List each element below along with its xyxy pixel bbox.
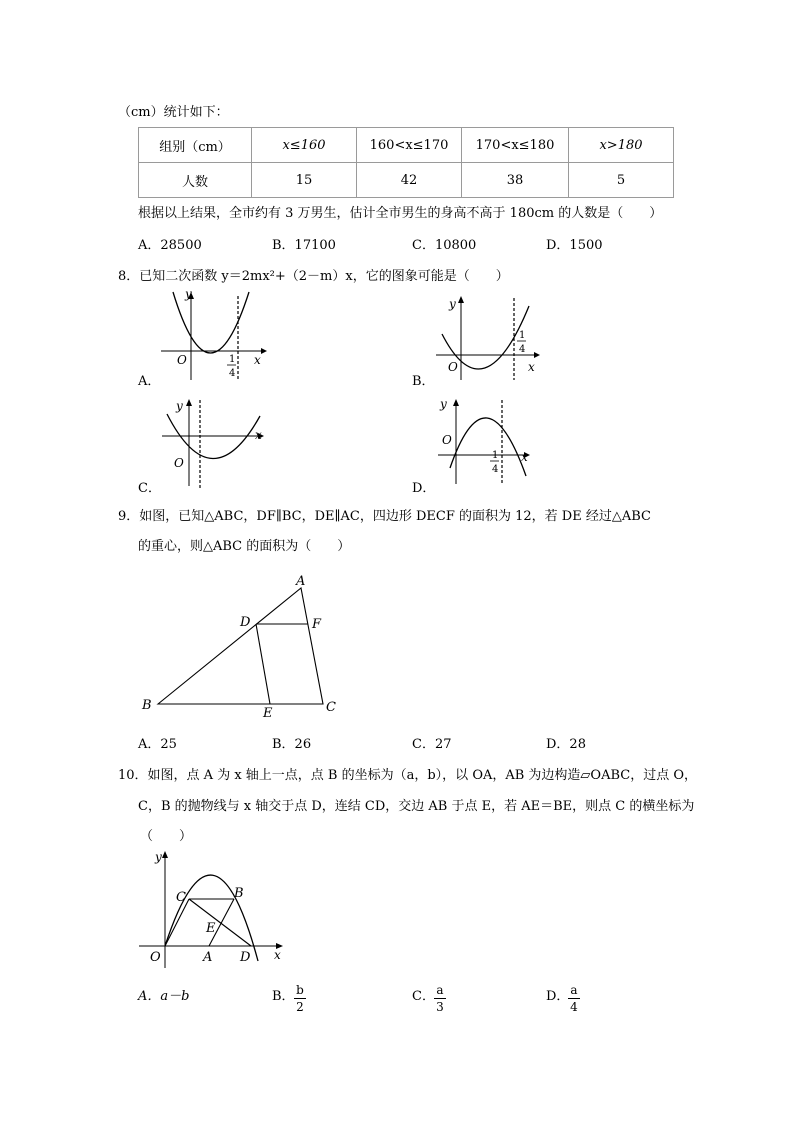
fraction-denominator: 4 (570, 1000, 578, 1014)
table-row-label: 人数 (139, 163, 252, 198)
origin-label: O (442, 433, 452, 447)
q9-triangle-figure (136, 570, 356, 720)
q10-option-c-fraction (434, 983, 446, 1014)
q10-stem-line3: （ ） (140, 829, 193, 844)
y-axis-label: y (176, 399, 183, 413)
frac-den: 4 (492, 464, 499, 475)
q10-option-d-fraction (568, 983, 580, 1014)
x-axis-label: x (521, 450, 528, 464)
y-axis-label: y (185, 287, 192, 301)
point-c-label: C (326, 700, 336, 715)
frac-num: 1 (229, 354, 236, 365)
q9-option-d: D．28 (546, 737, 586, 752)
fraction-numerator: a (570, 983, 578, 997)
fraction-numerator: b (296, 983, 304, 997)
point-c-label: C (176, 890, 186, 905)
point-b-label: B (142, 698, 152, 713)
table-header-group: 组别（cm） (139, 128, 252, 163)
height-stats-table (138, 127, 674, 198)
q7-option-c: C．10800 (412, 238, 477, 253)
x-axis-label: x (255, 428, 262, 442)
q8-option-c: C． (138, 481, 161, 496)
table-cell: 15 (252, 163, 357, 198)
q9-option-c: C．27 (412, 737, 452, 752)
q8-stem: 8．已知二次函数 y＝2mx²+（2－m）x，它的图象可能是（ ） (118, 269, 509, 284)
q10-option-c-label: C． (412, 989, 435, 1004)
q9-option-b: B．26 (272, 737, 312, 752)
q8-graph-c (158, 396, 273, 491)
q7-option-b: B．17100 (272, 238, 336, 253)
fraction-denominator: 3 (436, 1000, 444, 1014)
q9-option-a: A．25 (138, 737, 177, 752)
q8-graph-b (434, 294, 554, 384)
q9-stem-line2: 的重心，则△ABC 的面积为（ ） (138, 539, 351, 554)
table-cell: 5 (569, 163, 674, 198)
point-o-label: O (150, 950, 161, 965)
fraction-denominator: 2 (296, 1000, 304, 1014)
q7-option-d: D．1500 (546, 238, 603, 253)
x-axis-label: x (528, 360, 535, 374)
x-axis-label: x (274, 948, 281, 962)
point-e-label: E (263, 706, 273, 721)
point-e-label: E (206, 921, 216, 936)
q7-question: 根据以上结果，全市约有 3 万男生，估计全市男生的身高不高于 180cm 的人数是（ ） (138, 206, 663, 221)
x-axis-label: x (254, 353, 261, 367)
fraction-numerator: a (436, 983, 444, 997)
y-axis-label: y (155, 850, 162, 864)
frac-num: 1 (519, 330, 526, 341)
point-a-label: A (203, 950, 213, 965)
origin-label: O (177, 353, 187, 367)
frac-den: 4 (229, 368, 236, 379)
q10-stem-line1: 10．如图，点 A 为 x 轴上一点，点 B 的坐标为（a，b），以 OA，AB 为边构造▱OABC，过点 O， (118, 768, 698, 783)
table-cell: 38 (462, 163, 569, 198)
table-header: x≤160 (252, 128, 357, 163)
q9-stem-line1: 9．如图，已知△ABC，DF∥BC，DE∥AC，四边形 DECF 的面积为 12，若 DE 经过△ABC (118, 509, 651, 524)
point-d-label: D (240, 950, 251, 965)
q10-stem-line2: C，B 的抛物线与 x 轴交于点 D，连结 CD，交边 AB 于点 E，若 AE＝BE，则点 C 的横坐标为 (138, 799, 695, 814)
q8-graph-a (156, 287, 276, 385)
origin-label: O (448, 360, 458, 374)
q10-option-b-label: B． (272, 989, 295, 1004)
table-header: x>180 (569, 128, 674, 163)
table-cell: 42 (357, 163, 462, 198)
q8-graph-d (436, 396, 546, 488)
q10-option-a: A．a－b (138, 989, 190, 1004)
table-header: 160<x≤170 (357, 128, 462, 163)
y-axis-label: y (440, 397, 447, 411)
q8-option-d: D． (412, 481, 436, 496)
q10-parabola-figure (136, 843, 296, 973)
q10-option-b-fraction (294, 983, 306, 1014)
point-f-label: F (312, 617, 322, 632)
point-b-label: B (234, 886, 244, 901)
y-axis-label: y (449, 297, 456, 311)
frac-num: 1 (492, 450, 499, 461)
q10-option-d-label: D． (546, 989, 570, 1004)
q8-option-a: A． (138, 374, 161, 389)
q7-intro: （cm）统计如下： (118, 105, 229, 120)
frac-den: 4 (519, 344, 526, 355)
point-a-label: A (296, 574, 306, 589)
table-row (139, 128, 674, 163)
table-row (139, 163, 674, 198)
q8-option-b: B． (412, 374, 435, 389)
table-header: 170<x≤180 (462, 128, 569, 163)
point-d-label: D (240, 615, 251, 630)
origin-label: O (174, 456, 184, 470)
q7-option-a: A．28500 (138, 238, 202, 253)
